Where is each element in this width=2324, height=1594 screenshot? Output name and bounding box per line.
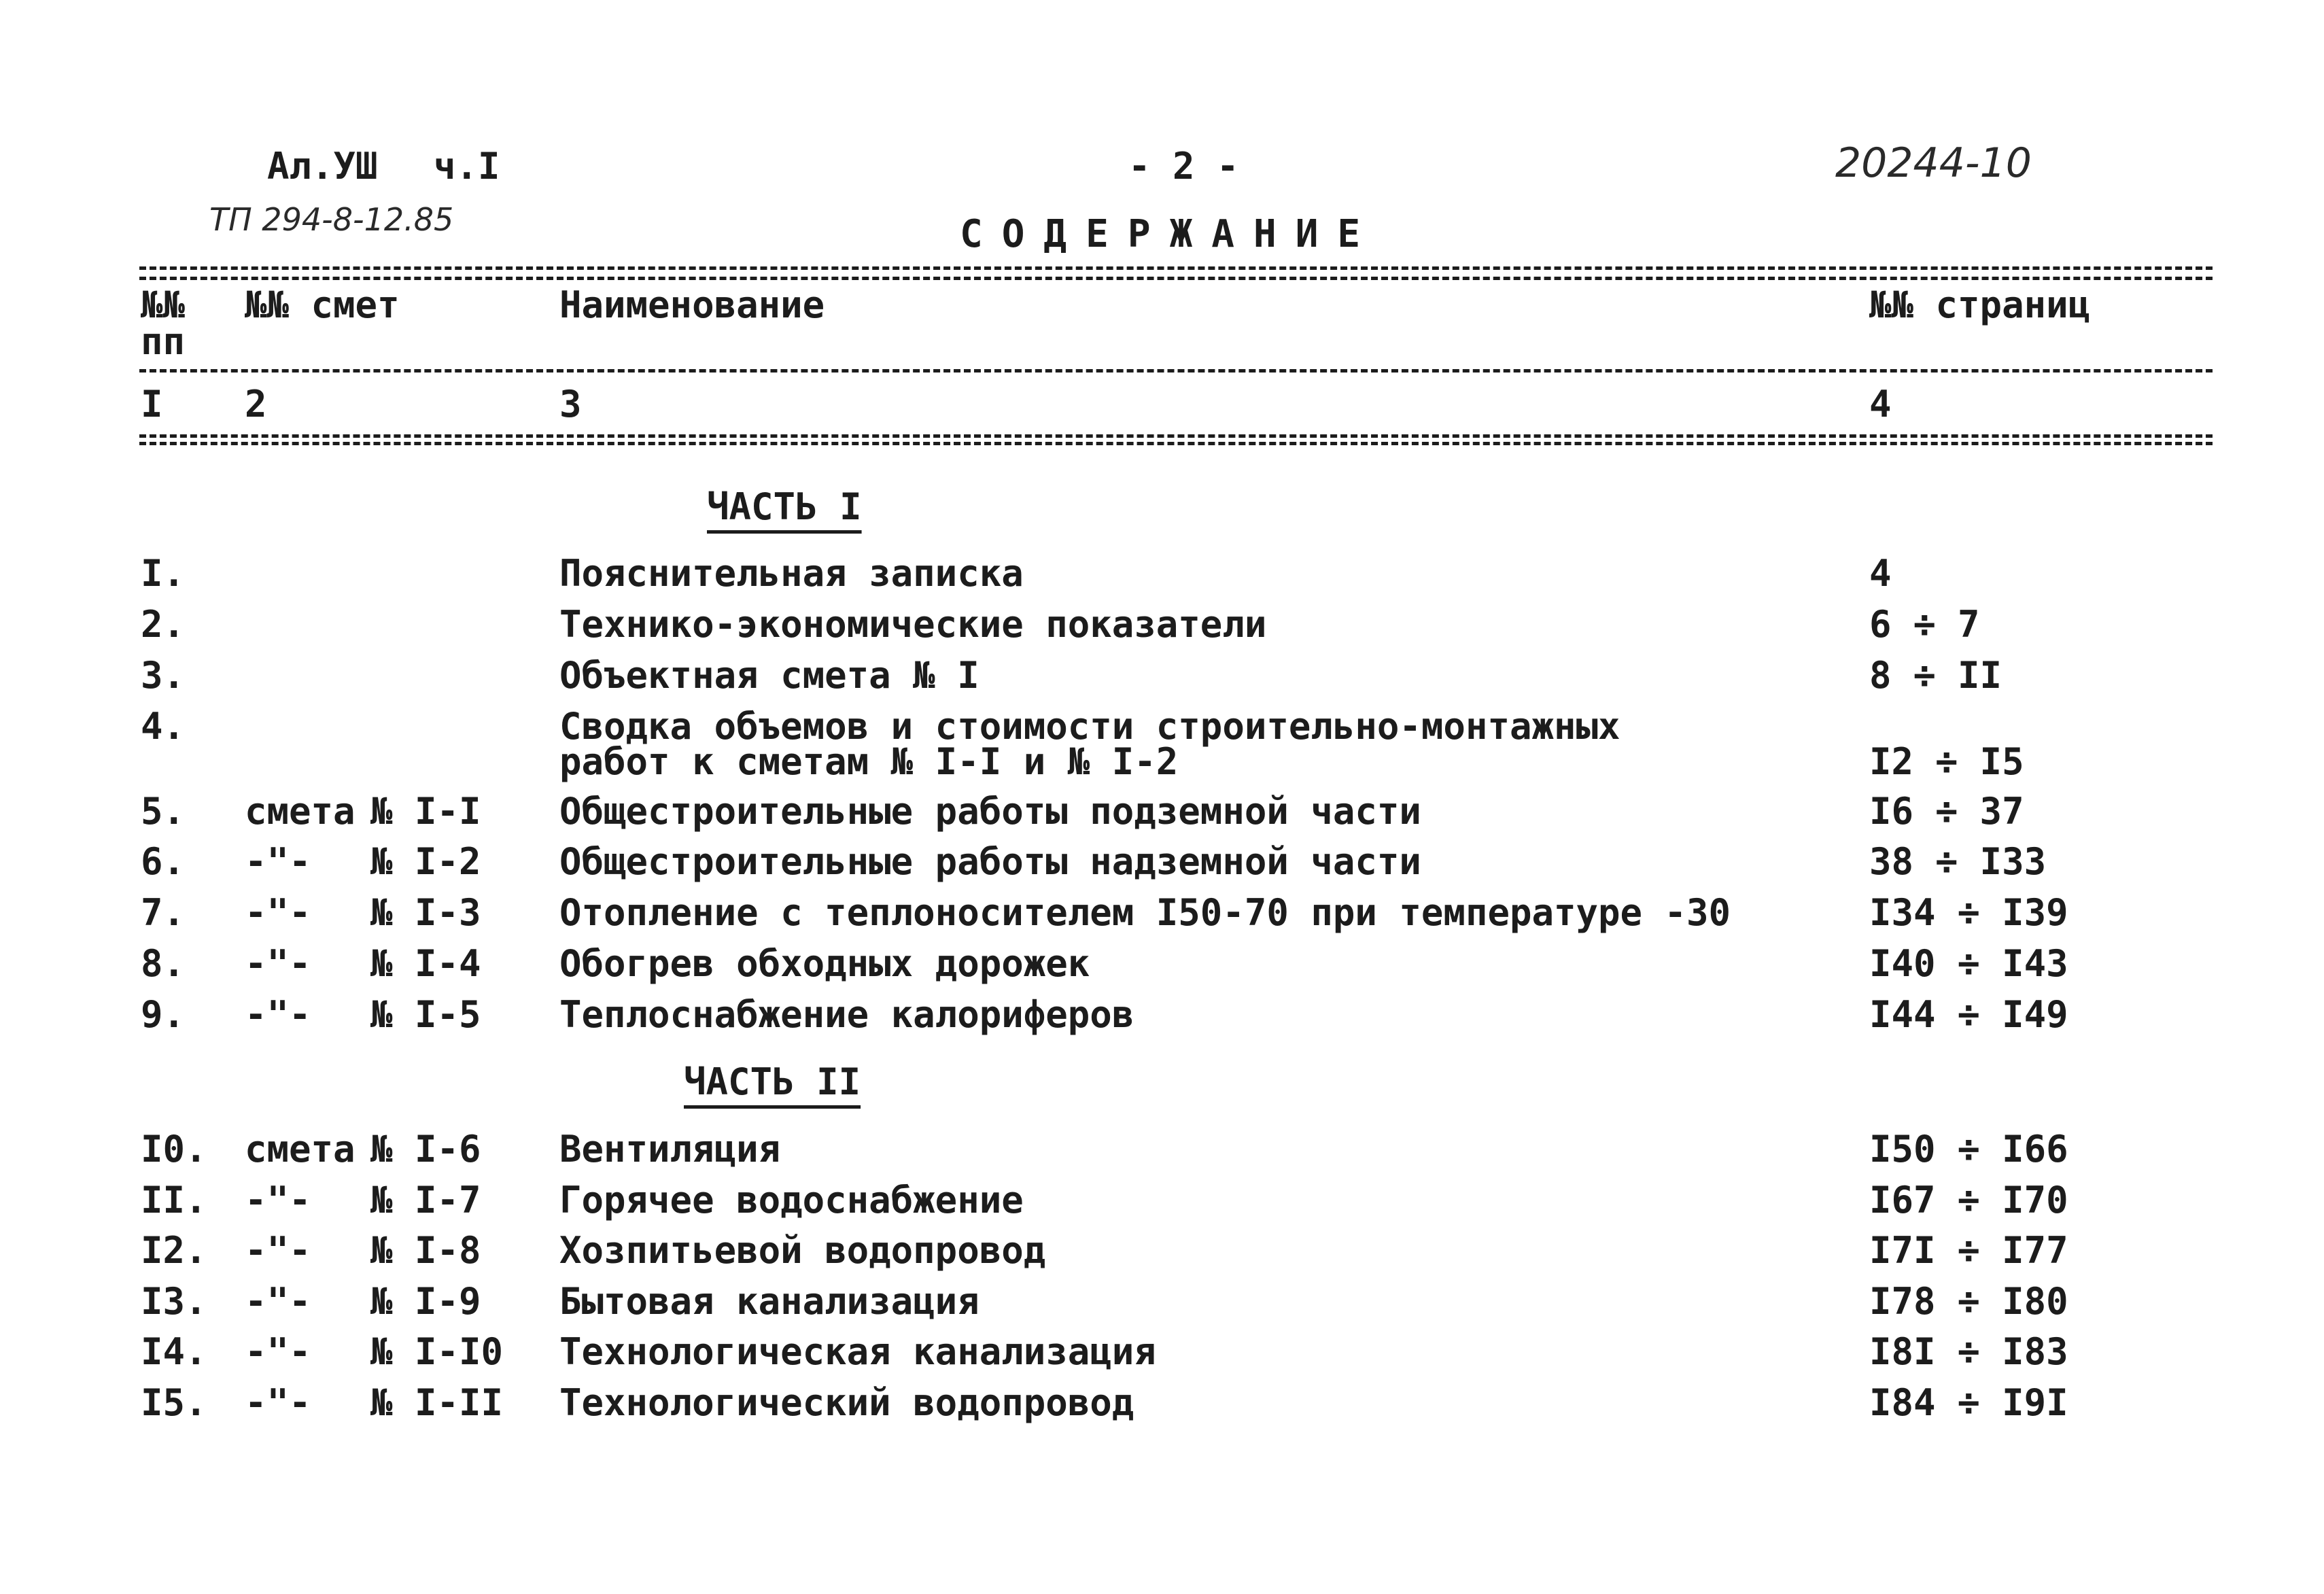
doc-number-handwritten: 20244-10 — [1835, 139, 2032, 187]
row-estimate: -"- — [245, 891, 311, 934]
header-rule-bottom-2 — [139, 442, 2213, 445]
row-name: Обогрев обходных дорожек — [559, 942, 1090, 985]
row-name: Объектная смета № I — [559, 654, 979, 697]
table-row — [0, 1229, 2324, 1285]
row-pages: I40 ÷ I43 — [1869, 942, 2068, 985]
table-row — [0, 840, 2324, 896]
row-pages: 6 ÷ 7 — [1869, 603, 1980, 646]
column-number-line1: №№ — [141, 283, 186, 326]
row-number: 8. — [141, 942, 186, 985]
column-number-line2: пп — [141, 320, 186, 363]
page-number: - 2 - — [1128, 145, 1239, 188]
row-estimate: -"- — [245, 942, 311, 985]
row-number: 5. — [141, 790, 186, 833]
row-name: Хозпитьевой водопровод — [559, 1229, 1046, 1272]
header-rule-middle — [139, 369, 2213, 372]
row-estimate-number: № I-II — [370, 1381, 504, 1424]
row-number: 4. — [141, 705, 186, 748]
row-estimate-number: № I-I0 — [370, 1330, 504, 1373]
row-estimate: -"- — [245, 993, 311, 1036]
row-estimate-number: № I-3 — [370, 891, 481, 934]
row-pages: I6 ÷ 37 — [1869, 790, 2024, 833]
album-label: Ал.УШ — [267, 145, 378, 188]
project-code-handwritten: ТП 294-8-12.85 — [209, 201, 454, 238]
row-estimate: -"- — [245, 1330, 311, 1373]
row-number: 9. — [141, 993, 186, 1036]
row-pages: I8I ÷ I83 — [1869, 1330, 2068, 1373]
page-title: СОДЕРЖАНИЕ — [960, 212, 1380, 256]
row-name: Технологический водопровод — [559, 1381, 1134, 1424]
table-row — [0, 1128, 2324, 1183]
row-estimate-number: № I-2 — [370, 840, 481, 883]
column-index-2: 2 — [245, 383, 267, 426]
header-rule-bottom — [139, 434, 2213, 438]
column-pages: №№ страниц — [1869, 283, 2091, 326]
row-estimate: смета — [245, 1128, 355, 1171]
table-row — [0, 603, 2324, 659]
table-row — [0, 790, 2324, 846]
row-estimate-number: № I-5 — [370, 993, 481, 1036]
table-row — [0, 654, 2324, 710]
part-heading-1: ЧАСТЬ I — [707, 485, 862, 528]
row-name: Бытовая канализация — [559, 1280, 979, 1323]
row-estimate-number: № I-6 — [370, 1128, 481, 1171]
table-row — [0, 993, 2324, 1049]
row-name: Вентиляция — [559, 1128, 781, 1171]
column-index-1: I — [141, 383, 163, 426]
row-pages: I84 ÷ I9I — [1869, 1381, 2068, 1424]
row-number: 3. — [141, 654, 186, 697]
row-number: I. — [141, 552, 186, 595]
row-estimate: -"- — [245, 1229, 311, 1272]
row-number: I0. — [141, 1128, 207, 1171]
row-name: Сводка объемов и стоимости строительно-монтажных — [559, 705, 1620, 748]
table-row — [0, 552, 2324, 608]
row-pages: I2 ÷ I5 — [1869, 740, 2024, 783]
table-row — [0, 1179, 2324, 1234]
row-pages: I50 ÷ I66 — [1869, 1128, 2068, 1171]
row-number: I5. — [141, 1381, 207, 1424]
row-estimate-number: № I-8 — [370, 1229, 481, 1272]
row-number: 2. — [141, 603, 186, 646]
row-pages: I44 ÷ I49 — [1869, 993, 2068, 1036]
row-estimate: -"- — [245, 1280, 311, 1323]
row-number: 7. — [141, 891, 186, 934]
row-number: I3. — [141, 1280, 207, 1323]
table-row — [0, 1381, 2324, 1437]
row-number: I2. — [141, 1229, 207, 1272]
row-name-continued: работ к сметам № I-I и № I-2 — [559, 740, 1179, 783]
column-name: Наименование — [559, 283, 825, 326]
part-heading-2: ЧАСТЬ II — [684, 1060, 861, 1103]
row-pages: 38 ÷ I33 — [1869, 840, 2047, 883]
header-rule-top — [139, 266, 2213, 270]
column-estimate: №№ смет — [245, 283, 400, 326]
row-pages: I34 ÷ I39 — [1869, 891, 2068, 934]
row-pages: 4 — [1869, 552, 1892, 595]
row-pages: 8 ÷ II — [1869, 654, 2002, 697]
row-estimate-number: № I-9 — [370, 1280, 481, 1323]
row-number: I4. — [141, 1330, 207, 1373]
row-number: 6. — [141, 840, 186, 883]
row-estimate: -"- — [245, 840, 311, 883]
row-name: Технико-экономические показатели — [559, 603, 1267, 646]
header-rule-top-2 — [139, 277, 2213, 280]
table-row — [0, 1330, 2324, 1386]
row-name: Общестроительные работы надземной части — [559, 840, 1421, 883]
column-index-4: 4 — [1869, 383, 1892, 426]
row-estimate-number: № I-I — [370, 790, 481, 833]
row-name: Общестроительные работы подземной части — [559, 790, 1421, 833]
table-row — [0, 942, 2324, 998]
row-number: II. — [141, 1179, 207, 1222]
row-estimate-number: № I-7 — [370, 1179, 481, 1222]
row-name: Пояснительная записка — [559, 552, 1024, 595]
table-row — [0, 705, 2324, 791]
row-name: Технологическая канализация — [559, 1330, 1156, 1373]
part-label: ч.I — [434, 145, 500, 188]
row-pages: I7I ÷ I77 — [1869, 1229, 2068, 1272]
table-row — [0, 1280, 2324, 1336]
row-estimate: -"- — [245, 1179, 311, 1222]
row-name: Теплоснабжение калориферов — [559, 993, 1134, 1036]
table-row — [0, 891, 2324, 947]
row-estimate: -"- — [245, 1381, 311, 1424]
row-name: Горячее водоснабжение — [559, 1179, 1024, 1222]
row-pages: I78 ÷ I80 — [1869, 1280, 2068, 1323]
column-index-3: 3 — [559, 383, 582, 426]
row-name: Отопление с теплоносителем I50-70 при температуре -30 — [559, 891, 1731, 934]
row-estimate: смета — [245, 790, 355, 833]
row-pages: I67 ÷ I70 — [1869, 1179, 2068, 1222]
row-estimate-number: № I-4 — [370, 942, 481, 985]
